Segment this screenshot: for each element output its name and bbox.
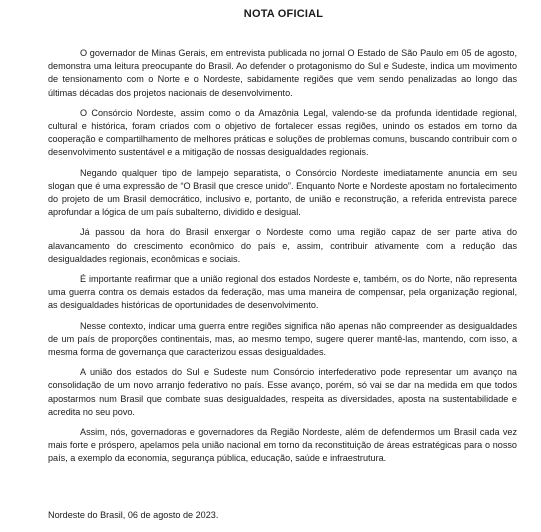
paragraph-4: Já passou da hora do Brasil enxergar o Nordeste como uma região capaz de ser parte ativa do alavancamento do crescimento econômico do país e, assim, contribuir ativamente com a redução das desigualdades regionais, econômicas e sociais. bbox=[48, 227, 517, 264]
paragraph-6: Nesse contexto, indicar uma guerra entre regiões significa não apenas não compreender as desigualdades de um país de proporções continentais, mas, ao mesmo tempo, sugere querer mantê-las, mantendo, com isso, a mesma forma de governança que caracterizou essas desigualdades. bbox=[48, 320, 517, 358]
signature-line: Nordeste do Brasil, 06 de agosto de 2023. bbox=[48, 510, 219, 520]
paragraph-1: O governador de Minas Gerais, em entrevista publicada no jornal O Estado de São Paulo em 05 de agosto, demonstra uma leitura preocupante do Brasil. Ao defender o protagonismo do Sul e Sudeste, indica um movimento de tensionamento com o Norte e o Nordeste, sabidamente regiões que vem sendo penalizadas ao longo das últimas décadas dos projetos nacionais de desenvolvimento. bbox=[48, 48, 517, 98]
paragraph-7: A união dos estados do Sul e Sudeste num Consórcio interfederativo pode representar um avanço na consolidação de um novo arranjo federativo no país. Esse avanço, porém, só vai se dar na medida em que todos apostarmos num Brasil que combate suas desigualdades, respeita as diversidades, aposta na sustentabilidade e acredita no seu povo. bbox=[48, 367, 517, 417]
document-title: NOTA OFICIAL bbox=[243, 8, 324, 20]
paragraph-8: Assim, nós, governadoras e governadores da Região Nordeste, além de defendermos um Brasil cada vez mais forte e próspero, apelamos pela união nacional em torno da reconstituição de áreas estratégicas para o nosso país, a exemplo da economia, segurança pública, educação, saúde e infraestrutura. bbox=[48, 427, 517, 464]
paragraph-2: O Consórcio Nordeste, assim como o da Amazônia Legal, valendo-se da profunda identidade regional, cultural e histórica, foram criados com o objetivo de fortalecer essas regiões, unindo os estados em torno da cooperação e compartilhamento de melhores práticas e soluções de problemas comuns, buscando contribuir com o desenvolvimento sustentável e a mitigação de nossas desigualdades regionais. bbox=[48, 107, 517, 158]
paragraph-3: Negando qualquer tipo de lampejo separatista, o Consórcio Nordeste imediatamente anuncia em seu slogan que é uma expressão de “O Brasil que cresce unido”. Enquanto Norte e Nordeste apostam no fortalecimento do projeto de um Brasil democrático, inclusivo e, portanto, de união e reconstrução, a referida entrevista parece aprofundar a lógica de um país subalterno, dividido e desigual. bbox=[48, 167, 517, 218]
paragraph-5: É importante reafirmar que a união regional dos estados Nordeste e, também, os do Norte, não representa uma guerra contra os demais estados da federação, mas uma maneira de compensar, pela organização regional, as desigualdades históricas de oportunidades de desenvolvimento. bbox=[48, 274, 517, 311]
